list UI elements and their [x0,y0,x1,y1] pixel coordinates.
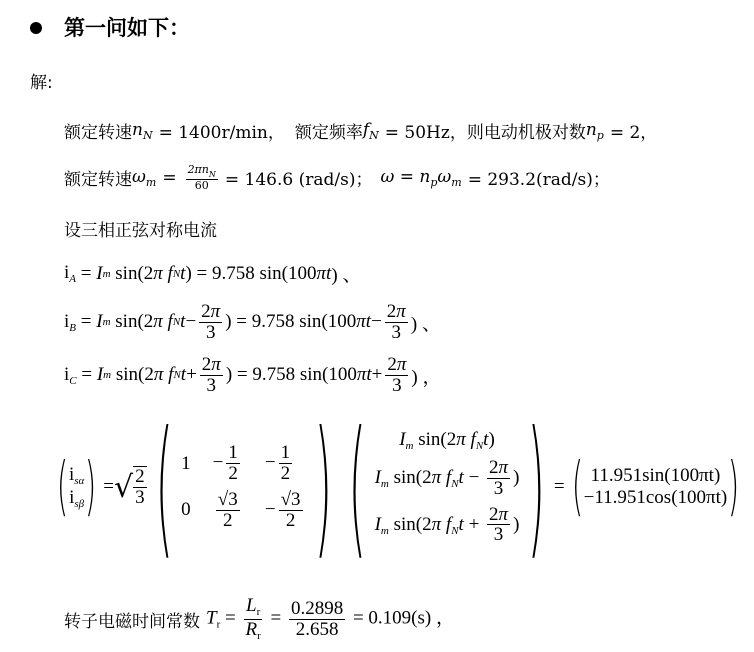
omega-line [64,164,610,192]
current-vector: $I_m$ sin(2π $f_Nt$) $I_m$ sin(2π $f_Nt$ − $\frac{2\pi}{3}$ ) $I_m$ sin(2π $f_Nt$ + $\frac{2\pi}{3}$ ) [374,428,520,546]
math-nN: $n_N$ [132,119,153,142]
fraction [186,164,218,192]
text: 额定频率 [294,123,363,143]
iB-equation: $i_B$ = I m sin(2 π f N t − $\frac{2\pi}{3}$ ) = 9.758 sin(100 πt − $\frac{2\pi}{3}$ ) 、 [64,301,441,343]
text: 转子电磁时间常数 [64,611,200,632]
math-fN: $f_N$ [362,119,379,142]
math-value: = 1400r/min， [158,123,285,143]
solution-label: 解: [30,73,53,93]
math-omega-m: $\omega_m$ [132,166,157,189]
text: 额定转速 [64,123,132,143]
math-value: = 293.2(rad/s)； [467,170,610,191]
result: = 0.109(s) ， [352,607,455,629]
math-eq: = [162,167,177,188]
math-value: = 146.6 (rad/s)； [224,170,373,191]
frac-num: $2\pi n_N$ [187,163,216,179]
result-vector [584,465,728,509]
numerator: 0.2898 [290,597,344,619]
iC-equation: $i_C$ = I m sin(2 π f N t + $\frac{2\pi}{3}$ ) = 9.758 sin(100 πt + $\frac{2\pi}{3}$ ) ， [64,354,442,396]
math-omega: $\omega = n_p\omega_m$ [380,166,462,189]
iA-equation: $i_A$ = I m sin(2 π f N t ) = 9.758 sin(100 πt ) 、 [64,262,362,286]
text: 则电动机极对数 [466,123,586,143]
text: 额定转速 [64,170,132,191]
rotor-time-constant-line: 转子电磁时间常数 $T_r$ = $\frac{L_r}{R_r}$ = $\frac{0.2898}{2.658}$ = 0.109(s) ， [64,595,455,642]
denominator: 2.658 [295,618,339,640]
math-np: $n_p$ [585,119,604,142]
bullet-icon [30,22,42,34]
math-value: = 2， [609,123,658,143]
math-value: = 50Hz， [384,123,467,143]
heading-title: 第一问如下： [64,16,190,40]
clarke-transform-equation: ( $i_{s\alpha}$ $i_{s\beta}$ ) = √ $\frac{2}{3}$ ( 1 − $\frac{1}{2}$ − $\frac{1}{2}$ 0 $\frac{√3}{2}$ − $\frac{√3}{2}$ ) ( $I_m$ sin(2π $f_Nt$) $I_m$ sin(2π $f_Nt$ − $\frac{2\pi}{3}$ ) $I_m$ sin(2π $f_Nt$ + $\frac{2\pi}{3}$ ) ) = ( 11.951sin(100πt) −11.951cos(100πt) ) [56,400,740,574]
rated-speed-line [64,118,657,143]
frac-den: 60 [194,179,209,193]
result-bottom: −11.951cos(100πt) [583,487,728,508]
result-top: 11.951sin(100πt) [590,465,721,486]
clarke-matrix: 1 − $\frac{1}{2}$ − $\frac{1}{2}$ 0 $\frac{√3}{2}$ − $\frac{√3}{2}$ [181,442,301,531]
section-heading [30,12,190,42]
currents-intro: 设三相正弦对称电流 [64,221,217,241]
